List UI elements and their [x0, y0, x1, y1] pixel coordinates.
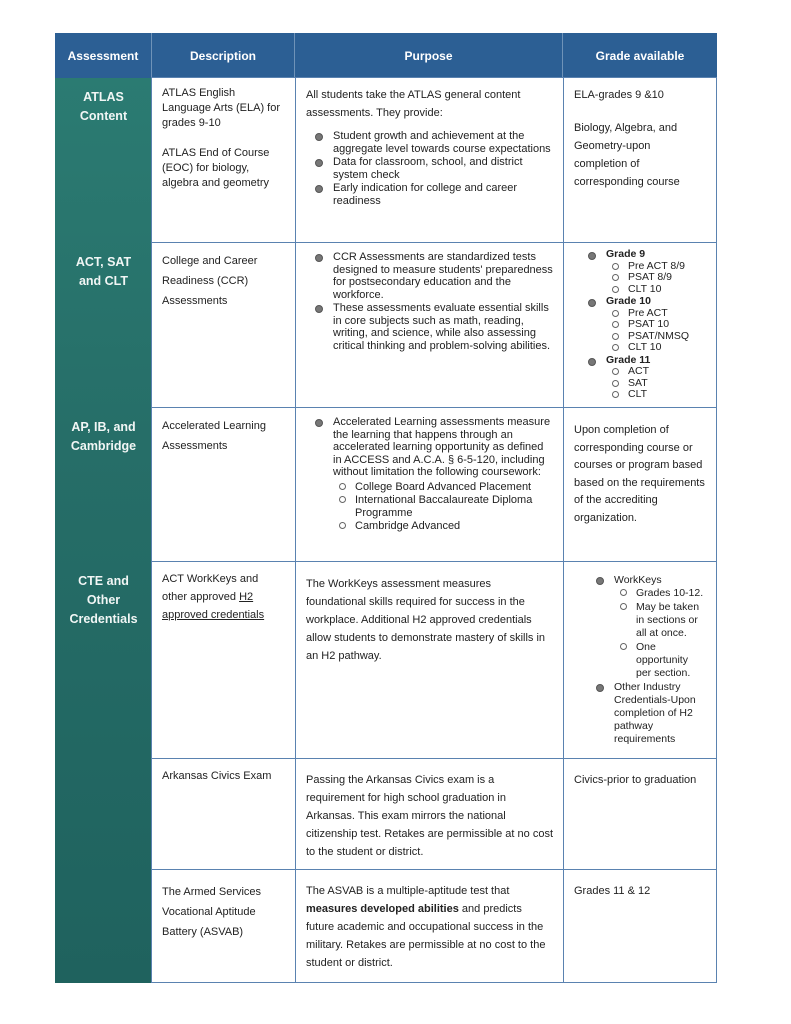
list-item: PSAT 8/9 — [628, 272, 706, 284]
list-item: Other Industry Credentials-Upon completion of H2 pathway requirements — [614, 681, 706, 746]
grade-heading: Grade 11 — [606, 353, 651, 366]
list-item: PSAT/NMSQ — [628, 331, 706, 343]
asvab-description — [151, 869, 296, 983]
purpose-emphasis: measures developed abilities — [306, 903, 459, 915]
list-item: Cambridge Advanced — [355, 520, 553, 533]
grade-text: Upon completion of corresponding course or courses or program based based on the requirements of the accrediting organization. — [574, 424, 705, 524]
grade-heading: Grade 9 — [606, 248, 646, 260]
assessment-column — [55, 78, 152, 983]
header-grade-available: Grade available — [563, 33, 717, 78]
grade-text: Civics-prior to graduation — [574, 774, 697, 786]
desc-text: Arkansas Civics Exam — [162, 770, 272, 782]
purpose-text: Accelerated Learning assessments measure the learning that happens through an accelerated learning opportunity as defined in ACCESS and A.C.A. § 6-5-120, including without limitation the following coursework: — [333, 416, 551, 478]
desc-text: ACT WorkKeys and other approved — [162, 573, 259, 603]
list-item: Pre ACT 8/9 — [628, 261, 706, 273]
grade-text: Biology, Algebra, and Geometry-upon completion of corresponding course — [574, 122, 680, 188]
list-item: SAT — [628, 378, 706, 390]
purpose-text: Passing the Arkansas Civics exam is a requirement for high school graduation in Arkansas. This exam mirrors the national citizenship test. Retakes are permissible at no cost to the student or district. — [306, 774, 554, 858]
desc-text: ATLAS End of Course (EOC) for biology, algebra and geometry — [162, 147, 270, 189]
grade-text: ELA-grades 9 &10 — [574, 89, 664, 101]
asvab-grade — [563, 869, 717, 983]
ap-grade — [563, 407, 717, 562]
label-act-sat-clt — [55, 253, 152, 291]
list-item: CLT 10 — [628, 284, 706, 296]
desc-text: College and Career Readiness (CCR) Assessments — [162, 255, 258, 307]
label-line: ATLAS — [83, 90, 124, 104]
label-line: Other — [86, 593, 121, 607]
label-ap-ib-cambridge — [55, 418, 152, 456]
atlas-description — [151, 77, 296, 243]
list-item: These assessments evaluate essential skills in core subjects such as math, reading, writing, and science, while also assessing critical thinking and problem-solving abilities. — [333, 302, 553, 352]
header-description: Description — [152, 33, 295, 78]
list-item: Student growth and achievement at the aggregate level towards course expectations — [333, 130, 553, 155]
act-purpose — [295, 242, 564, 408]
label-cte — [55, 572, 152, 629]
atlas-purpose — [295, 77, 564, 243]
list-item: Pre ACT — [628, 308, 706, 320]
asvab-purpose — [295, 869, 564, 983]
ap-description — [151, 407, 296, 562]
list-item: Grades 10-12. — [636, 587, 706, 600]
desc-text: The Armed Services Vocational Aptitude Battery (ASVAB) — [162, 886, 262, 938]
list-item: College Board Advanced Placement — [355, 481, 553, 494]
label-line: ACT, SAT — [75, 255, 132, 269]
label-line: and CLT — [78, 274, 129, 288]
list-item: Data for classroom, school, and district system check — [333, 156, 553, 181]
label-line: AP, IB, and — [71, 420, 136, 434]
grade-text: Grades 11 & 12 — [574, 885, 651, 897]
list-item: CLT — [628, 389, 706, 401]
ap-purpose — [295, 407, 564, 562]
civics-purpose — [295, 758, 564, 870]
civics-description — [151, 758, 296, 870]
list-item: Early indication for college and career readiness — [333, 182, 553, 207]
act-description — [151, 242, 296, 408]
purpose-text: The WorkKeys assessment measures foundational skills required for success in the workplace. Additional H2 approved credentials allow students to demonstrate mastery of skills in an H2 pathway. — [306, 578, 546, 662]
grade-heading: WorkKeys — [614, 574, 662, 586]
list-item: One opportunity per section. — [636, 641, 706, 680]
act-grade — [563, 242, 717, 408]
civics-grade — [563, 758, 717, 870]
assessment-table — [55, 33, 717, 983]
list-item: CCR Assessments are standardized tests designed to measure students' preparedness for postsecondary education and the workforce. — [333, 251, 553, 301]
list-item: May be taken in sections or all at once. — [636, 601, 706, 640]
list-item: CLT 10 — [628, 342, 706, 354]
purpose-text: The ASVAB is a multiple-aptitude test that — [306, 885, 510, 897]
purpose-intro: All students take the ATLAS general content assessments. They provide: — [306, 89, 521, 119]
desc-text: ATLAS English Language Arts (ELA) for grades 9-10 — [162, 87, 281, 129]
cte-description — [151, 561, 296, 759]
label-line: CTE and — [78, 574, 129, 588]
list-item: ACT — [628, 366, 706, 378]
h2-credentials-link[interactable]: H2 approved credentials — [162, 591, 265, 621]
label-line: Content — [79, 109, 128, 123]
label-atlas — [55, 88, 152, 126]
atlas-grade — [563, 77, 717, 243]
cte-grade — [563, 561, 717, 759]
label-line: Cambridge — [70, 439, 137, 453]
label-line: Credentials — [69, 612, 138, 626]
grade-heading: Grade 10 — [606, 295, 651, 307]
purpose-text: and predicts future academic and occupational success in the military. Retakes are permissible at no cost to the student or district. — [306, 903, 546, 969]
desc-text: Accelerated Learning Assessments — [162, 420, 266, 452]
list-item: PSAT 10 — [628, 319, 706, 331]
list-item: International Baccalaureate Diploma Programme — [355, 494, 553, 519]
cte-purpose — [295, 561, 564, 759]
header-assessment: Assessment — [55, 33, 152, 78]
header-purpose: Purpose — [295, 33, 563, 78]
